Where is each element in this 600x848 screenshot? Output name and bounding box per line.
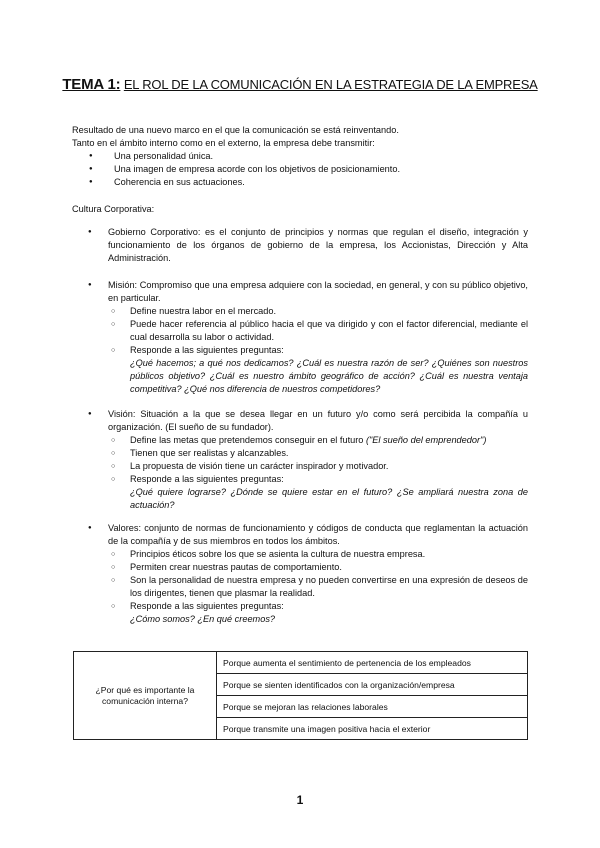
table-question-cell: ¿Por qué es importante la comunicación interna? (74, 652, 217, 740)
table-answer-cell: Porque aumenta el sentimiento de pertenencia de los empleados (217, 652, 528, 674)
gobierno-block (72, 226, 528, 265)
valores-block (72, 522, 528, 626)
intro-line-2: Tanto en el ámbito interno como en el externo, la empresa debe transmitir: (72, 138, 375, 148)
vision-text: ● Visión: Situación a la que se desea llegar en un futuro y/o como será percibida la compañía u organización. (El sueño de su fundador). (72, 408, 528, 434)
list-item: ○ Puede hacer referencia al público hacia el que va dirigido y con el factor diferencial, mediante el cual desarrolla su labor o actividad. (108, 318, 528, 344)
list-item (108, 344, 528, 396)
mision-questions-label: Responde a las siguientes preguntas: (130, 345, 284, 355)
gobierno-text: ● Gobierno Corporativo: es el conjunto de principios y normas que regulan el diseño, integración y funcionamiento de los órganos de gobierno de la empresa, los Accionistas, Dirección y Alta Administración. (72, 226, 528, 265)
intro-bullet-list (72, 150, 532, 189)
list-item: ● Una personalidad única. (72, 150, 532, 163)
list-item: ○ Tienen que ser realistas y alcanzables. (108, 447, 528, 460)
mision-block (72, 279, 528, 396)
mision-sublist (72, 305, 528, 396)
list-item: ○ Son la personalidad de nuestra empresa y no pueden convertirse en una expresión de deseos de los dirigentes, tienen que plasmar la realidad. (108, 574, 528, 600)
page-title (0, 76, 600, 93)
list-item: ● Coherencia en sus actuaciones. (72, 176, 532, 189)
list-item: ● Una imagen de empresa acorde con los objetivos de posicionamiento. (72, 163, 532, 176)
vision-sublist (72, 434, 528, 512)
vision-sub1-text: Define las metas que pretendemos conseguir en el futuro (130, 435, 364, 445)
list-item (108, 600, 528, 626)
section-label-cultura: Cultura Corporativa: (72, 204, 155, 214)
list-item: ○ La propuesta de visión tiene un carácter inspirador y motivador. (108, 460, 528, 473)
valores-text: ● Valores: conjunto de normas de funcionamiento y códigos de conducta que reglamentan la actuación de la compañía y de sus miembros en todos los ámbitos. (72, 522, 528, 548)
vision-block (72, 408, 528, 512)
list-item (108, 434, 528, 447)
table-answer-cell: Porque se mejoran las relaciones laborales (217, 696, 528, 718)
intro-line-1: Resultado de una nuevo marco en el que la comunicación se está reinventando. (72, 125, 399, 135)
table-row (74, 652, 528, 674)
list-item: ○ Permiten crear nuestras pautas de comportamiento. (108, 561, 528, 574)
valores-questions-label: Responde a las siguientes preguntas: (130, 601, 284, 611)
title-rest: EL ROL DE LA COMUNICACIÓN EN LA ESTRATEGIA DE LA EMPRESA (123, 77, 538, 92)
intro-section (72, 124, 532, 189)
page-number: 1 (296, 793, 304, 807)
vision-questions-label: Responde a las siguientes preguntas: (130, 474, 284, 484)
valores-questions: ¿Cómo somos? ¿En qué creemos? (130, 614, 276, 624)
mision-text: ● Misión: Compromiso que una empresa adquiere con la sociedad, en general, y con su público objetivo, en particular. (72, 279, 528, 305)
list-item (108, 473, 528, 512)
valores-sublist (72, 548, 528, 626)
mision-questions: ¿Qué hacemos; a qué nos dedicamos? ¿Cuál es nuestra razón de ser? ¿Quiénes son nuestros públicos objetivo? ¿Cuál es nuestro ámbito geográfico de acción? ¿Cuál es nuestra ventaja competitiva? ¿Qué nos diferencia de nuestros competidores? (130, 358, 528, 394)
list-item: ○ Define nuestra labor en el mercado. (108, 305, 528, 318)
table-answer-cell: Porque se sienten identificados con la organización/empresa (217, 674, 528, 696)
list-item: ○ Principios éticos sobre los que se asienta la cultura de nuestra empresa. (108, 548, 528, 561)
internal-communication-table (73, 651, 528, 740)
table-answer-cell: Porque transmite una imagen positiva hacia el exterior (217, 718, 528, 740)
vision-questions: ¿Qué quiere lograrse? ¿Dónde se quiere estar en el futuro? ¿Se ampliará nuestra zona de actuación? (130, 487, 528, 510)
vision-sub1-italic: ("El sueño del emprendedor") (365, 435, 487, 445)
title-lead: TEMA 1: (62, 76, 121, 93)
